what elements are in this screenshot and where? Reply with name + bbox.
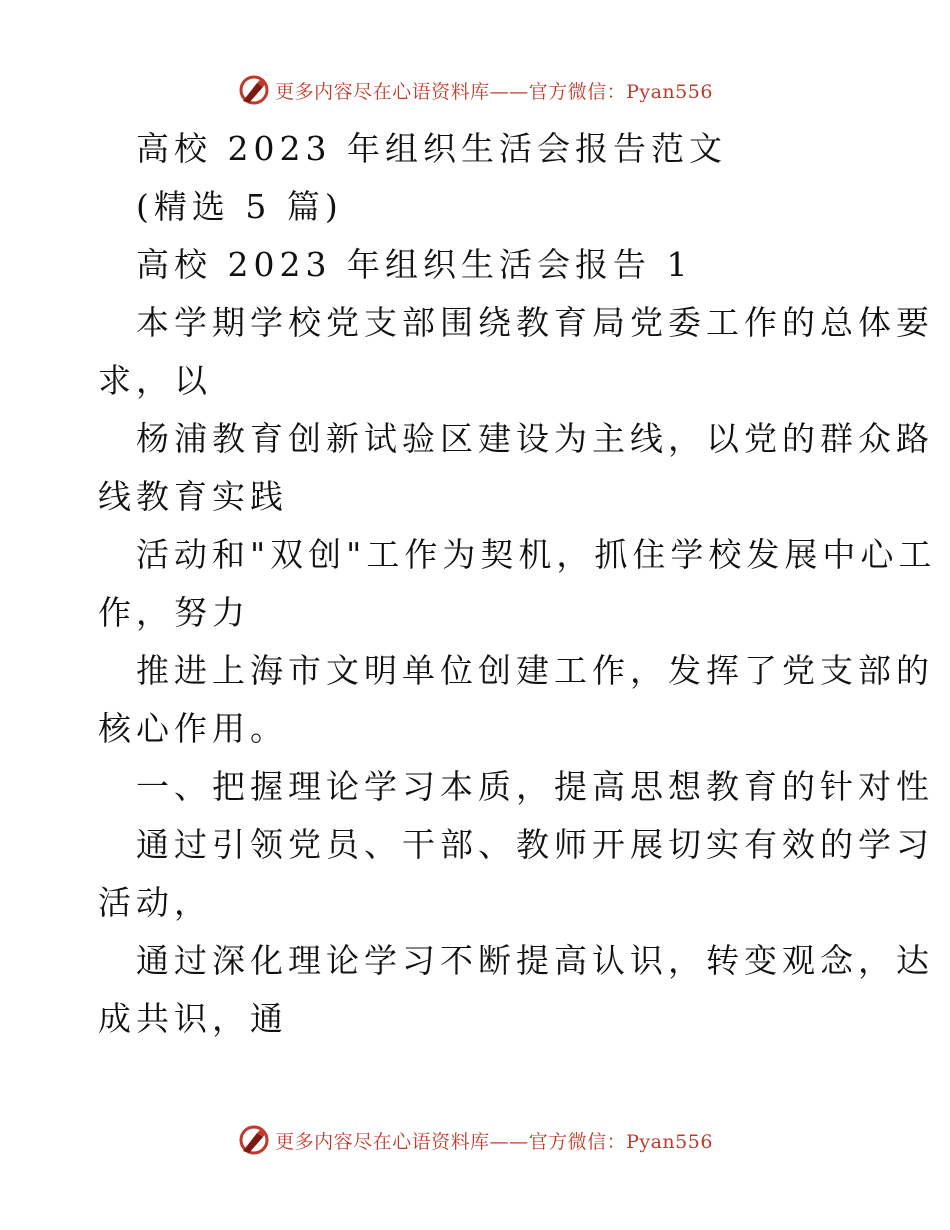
header-watermark: [0, 70, 950, 110]
subheading: 一、把握理论学习本质，提高思想教育的针对性: [136, 767, 934, 806]
paragraph-line: 活动和"双创"工作为契机，抓住学校发展中心工: [136, 535, 937, 574]
section-heading: 高校 2023 年组织生活会报告 1: [136, 245, 693, 284]
paragraph-line: 求，以: [98, 361, 212, 400]
watermark-text: 更多内容尽在心语资料库——官方微信：Pyan556: [275, 1130, 713, 1153]
pen-logo-icon: [237, 73, 271, 107]
doc-subtitle: (精选 5 篇): [136, 187, 343, 226]
doc-title: 高校 2023 年组织生活会报告范文: [136, 129, 727, 168]
document-body: [98, 120, 937, 1048]
paragraph-line: 通过引领党员、干部、教师开展切实有效的学习: [136, 825, 934, 864]
paragraph-line: 通过深化理论学习不断提高认识，转变观念，达: [136, 941, 934, 980]
paragraph-line: 推进上海市文明单位创建工作，发挥了党支部的: [136, 651, 934, 690]
paragraph-line: 杨浦教育创新试验区建设为主线，以党的群众路: [136, 419, 934, 458]
footer-watermark: [0, 1120, 950, 1160]
watermark-text: 更多内容尽在心语资料库——官方微信：Pyan556: [275, 80, 713, 103]
paragraph-line: 作，努力: [98, 593, 250, 632]
pen-logo-icon: [237, 1123, 271, 1157]
paragraph-line: 本学期学校党支部围绕教育局党委工作的总体要: [136, 303, 934, 342]
paragraph-line: 成共识，通: [98, 999, 288, 1038]
paragraph-line: 线教育实践: [98, 477, 288, 516]
paragraph-line: 核心作用。: [98, 709, 288, 748]
paragraph-line: 活动，: [98, 883, 212, 922]
